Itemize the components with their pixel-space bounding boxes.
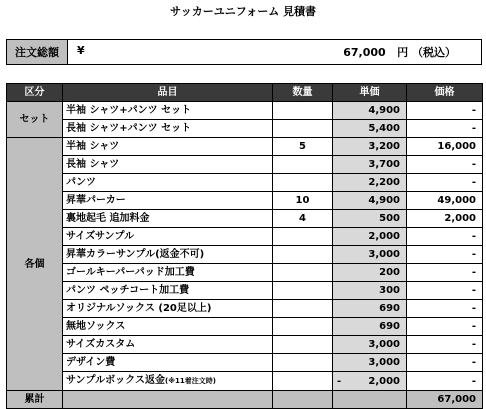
header-item: 品目 (63, 84, 273, 102)
estimate-table (6, 83, 483, 409)
item-name: 長袖 シャツ+パンツ セット (66, 123, 192, 134)
unit-price-cell (333, 102, 407, 120)
price-cell: - (407, 174, 483, 192)
table-row (7, 156, 483, 174)
table-row (7, 300, 483, 318)
item-cell (63, 174, 273, 192)
table-row (7, 210, 483, 228)
item-cell (63, 336, 273, 354)
item-name: サイズサンプル (66, 231, 135, 242)
unit-price-value: 3,000 (368, 339, 400, 350)
item-name: オリジナルソックス (20足以上) (66, 303, 212, 314)
category-cell: セット (7, 102, 63, 138)
price-cell: - (407, 300, 483, 318)
header-category: 区分 (7, 84, 63, 102)
qty-cell: 4 (273, 210, 333, 228)
qty-cell (273, 354, 333, 372)
unit-price-value: 3,200 (368, 141, 400, 152)
table-row (7, 174, 483, 192)
item-cell (63, 120, 273, 138)
price-cell: - (407, 102, 483, 120)
price-cell: 16,000 (407, 138, 483, 156)
item-name: サンプルボックス返金 (66, 375, 165, 386)
table-row (7, 192, 483, 210)
price-cell: - (407, 246, 483, 264)
item-cell (63, 354, 273, 372)
item-name: 無地ソックス (66, 321, 126, 332)
unit-price-value: 5,400 (368, 123, 400, 134)
qty-cell (273, 264, 333, 282)
item-cell (63, 282, 273, 300)
item-name: パンツ ペッチコート加工費 (66, 285, 190, 296)
item-name: パンツ (66, 177, 96, 188)
order-total-value: 67,000 (343, 46, 386, 59)
unit-price-value: 4,900 (368, 195, 400, 206)
qty-cell (273, 336, 333, 354)
order-total-amount (343, 44, 478, 60)
unit-price-cell (333, 264, 407, 282)
unit-price-cell (333, 174, 407, 192)
item-cell (63, 264, 273, 282)
table-row (7, 138, 483, 156)
price-cell: 49,000 (407, 192, 483, 210)
table-row (7, 354, 483, 372)
qty-cell (273, 372, 333, 391)
qty-cell (273, 156, 333, 174)
unit-price-cell (333, 336, 407, 354)
table-row (7, 102, 483, 120)
unit-price-sign: - (337, 375, 342, 387)
item-name: 裏地起毛 追加料金 (66, 213, 150, 224)
unit-price-value: 3,000 (368, 249, 400, 260)
price-cell: 2,000 (407, 210, 483, 228)
item-name: ゴールキーパーパッド加工費 (66, 267, 195, 278)
item-cell (63, 156, 273, 174)
item-note: (※11着注文時) (165, 377, 216, 385)
qty-cell (273, 102, 333, 120)
header-price: 価格 (407, 84, 483, 102)
item-cell (63, 300, 273, 318)
unit-price-value: 690 (379, 303, 400, 314)
item-cell (63, 372, 273, 391)
table-row (7, 282, 483, 300)
unit-price-value: 3,700 (368, 159, 400, 170)
qty-cell (273, 300, 333, 318)
unit-price-cell (333, 228, 407, 246)
item-name: デザイン費 (66, 357, 116, 368)
item-cell (63, 246, 273, 264)
unit-price-cell (333, 138, 407, 156)
table-row (7, 372, 483, 391)
item-name: 昇華パーカー (66, 195, 126, 206)
table-row (7, 264, 483, 282)
item-cell (63, 138, 273, 156)
cumulative-empty-item (63, 391, 273, 409)
item-cell (63, 192, 273, 210)
unit-price-cell (333, 210, 407, 228)
price-cell: - (407, 318, 483, 336)
qty-cell: 10 (273, 192, 333, 210)
item-cell (63, 318, 273, 336)
unit-price-value: 2,000 (368, 231, 400, 242)
qty-cell (273, 120, 333, 138)
item-cell (63, 228, 273, 246)
item-name: 半袖 シャツ+パンツ セット (66, 105, 192, 116)
price-cell: - (407, 228, 483, 246)
currency-symbol: ¥ (77, 44, 85, 57)
unit-price-value: 4,900 (368, 105, 400, 116)
item-cell (63, 102, 273, 120)
unit-price-cell (333, 246, 407, 264)
table-row (7, 246, 483, 264)
price-cell: - (407, 354, 483, 372)
cumulative-price: 67,000 (407, 391, 483, 409)
order-total-suffix: 円 （税込） (397, 46, 456, 59)
estimate-body (7, 102, 483, 391)
unit-price-cell (333, 318, 407, 336)
cumulative-label: 累計 (7, 391, 63, 409)
item-name: サイズカスタム (66, 339, 136, 350)
order-total-label: 注文総額 (7, 40, 68, 65)
table-row (7, 120, 483, 138)
header-qty: 数量 (273, 84, 333, 102)
item-name: 長袖 シャツ (66, 159, 120, 170)
price-cell: - (407, 282, 483, 300)
qty-cell (273, 228, 333, 246)
table-row (7, 318, 483, 336)
item-cell (63, 210, 273, 228)
unit-price-cell (333, 372, 407, 391)
document-title: サッカーユニフォーム 見積書 (169, 5, 317, 18)
unit-price-value: 690 (379, 321, 400, 332)
category-cell: 各個 (7, 138, 63, 391)
qty-cell (273, 318, 333, 336)
table-row (7, 336, 483, 354)
unit-price-value: 3,000 (368, 357, 400, 368)
unit-price-value: 200 (379, 267, 400, 278)
unit-price-value: 2,000 (368, 375, 400, 387)
unit-price-cell (333, 120, 407, 138)
header-row (7, 84, 483, 102)
qty-cell (273, 174, 333, 192)
order-total-cell (68, 40, 482, 65)
cumulative-empty-qty (273, 391, 333, 409)
cumulative-row (7, 391, 483, 409)
order-total-table (6, 39, 482, 65)
qty-cell: 5 (273, 138, 333, 156)
unit-price-cell (333, 156, 407, 174)
unit-price-cell (333, 354, 407, 372)
unit-price-cell (333, 192, 407, 210)
unit-price-value: 300 (379, 285, 400, 296)
cumulative-empty-unit (333, 391, 407, 409)
unit-price-value: 2,200 (368, 177, 400, 188)
unit-price-cell (333, 282, 407, 300)
price-cell: - (407, 156, 483, 174)
price-cell: - (407, 264, 483, 282)
price-cell: - (407, 372, 483, 391)
qty-cell (273, 246, 333, 264)
header-unit-price: 単価 (333, 84, 407, 102)
item-name: 半袖 シャツ (66, 141, 120, 152)
unit-price-cell (333, 300, 407, 318)
unit-price-value: 500 (379, 213, 400, 224)
table-row (7, 228, 483, 246)
item-name: 昇華カラーサンプル(返金不可) (66, 249, 205, 260)
qty-cell (273, 282, 333, 300)
price-cell: - (407, 336, 483, 354)
price-cell: - (407, 120, 483, 138)
